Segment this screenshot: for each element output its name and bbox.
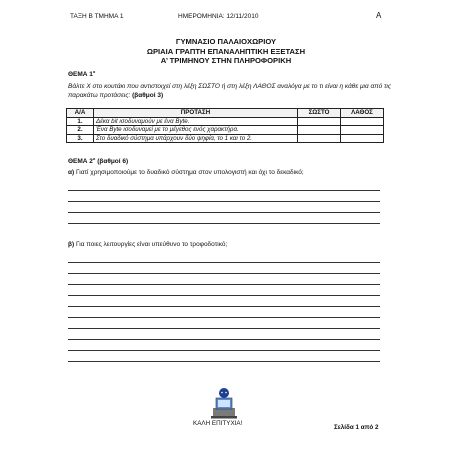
answer-line[interactable] [68,262,380,263]
exam-version: Α [376,11,382,20]
exam-title: ΩΡΙΑΙΑ ΓΡΑΠΤΗ ΕΠΑΝΑΛΗΠΤΙΚΗ ΕΞΕΤΑΣΗ [146,46,306,56]
question-1-title [68,68,96,78]
true-checkbox-cell[interactable] [298,134,341,143]
answer-line[interactable] [68,201,380,202]
table-row [67,117,384,126]
answer-line[interactable] [68,339,380,340]
class-label: ΤΑΞΗ Β ΤΜΗΜΑ 1 [70,13,124,20]
question-2-title-sup: ο [92,155,96,161]
row-num: 2. [67,126,94,135]
table-row [67,134,384,143]
question-2-title-text: ΘΕΜΑ 2 [68,158,93,165]
student-clipart-icon [209,386,239,420]
answer-line[interactable] [68,306,380,307]
question-2a [68,168,368,177]
exam-titles [0,37,452,66]
answer-line[interactable] [68,223,380,224]
table-header-row [67,109,384,118]
good-luck-text: ΚΑΛΗ ΕΠΙΤΥΧΙΑ! [193,420,243,427]
header-false: ΛΑΘΟΣ [341,109,384,118]
header-true: ΣΩΣΤΟ [298,109,341,118]
row-statement: Στο δυαδικό σύστημα υπάρχουν δύο ψηφία, το 1 και το 2. [94,134,298,143]
header-statement: ΠΡΟΤΑΣΗ [94,109,298,118]
question-1-instruction [68,83,398,100]
false-checkbox-cell[interactable] [341,134,384,143]
date-label: ΗΜΕΡΟΜΗΝΙΑ: 12/11/2010 [178,13,259,20]
term-title: Α’ ΤΡΙΜΗΝΟΥ ΣΤΗΝ ΠΛΗΡΟΦΟΡΙΚΗ [160,56,292,65]
answer-line[interactable] [68,212,380,213]
row-num: 1. [67,117,94,126]
false-checkbox-cell[interactable] [341,126,384,135]
table-row [67,126,384,135]
row-statement: Ένα Byte ισοδυναμεί με το μέγεθος ενός χαρακτήρα. [94,126,298,135]
answer-line[interactable] [68,273,380,274]
true-checkbox-cell[interactable] [298,117,341,126]
question-2b-text: Για ποιες λειτουργίες είναι υπεύθυνο το τροφοδοτικό; [75,241,228,248]
question-2-title [68,155,129,165]
question-2a-label: α) [68,169,75,176]
question-2a-text: Γιατί χρησιμοποιούμε το δυαδικό σύστημα στον υπολογιστή και όχι το δεκαδικό; [75,169,304,176]
answer-line[interactable] [68,190,380,191]
answer-line[interactable] [68,295,380,296]
question-2b [68,240,388,249]
answer-line[interactable] [68,317,380,318]
row-num: 3. [67,134,94,143]
question-2-marks: (βαθμοί 6) [97,158,129,165]
question-1-title-text: ΘΕΜΑ 1 [68,71,93,78]
row-statement: Δέκα bit ισοδυναμούν με ένα Byte. [94,117,298,126]
instruction-text: Βάλτε Χ στο κουτάκι που αντιστοιχεί στη λέξη ΣΩΣΤΟ ή στη λέξη ΛΑΘΟΣ αναλόγα με το τι είναι η κάθε μια από τις παρακάτω προτάσεις: [68,83,392,99]
school-title: ΓΥΜΝΑΣΙΟ ΠΑΛΑΙΟΧΩΡΙΟΥ [175,37,277,46]
answer-line[interactable] [68,361,380,362]
answer-line[interactable] [68,350,380,351]
page-number: Σελίδα 1 από 2 [334,424,379,431]
answer-line[interactable] [68,328,380,329]
true-false-table [66,108,384,143]
question-1-title-sup: ο [92,68,96,74]
true-checkbox-cell[interactable] [298,126,341,135]
instruction-marks: (βαθμοί 3) [132,91,164,99]
header-num: Α/Α [67,109,94,118]
false-checkbox-cell[interactable] [341,117,384,126]
question-2b-label: β) [68,241,75,248]
answer-line[interactable] [68,284,380,285]
